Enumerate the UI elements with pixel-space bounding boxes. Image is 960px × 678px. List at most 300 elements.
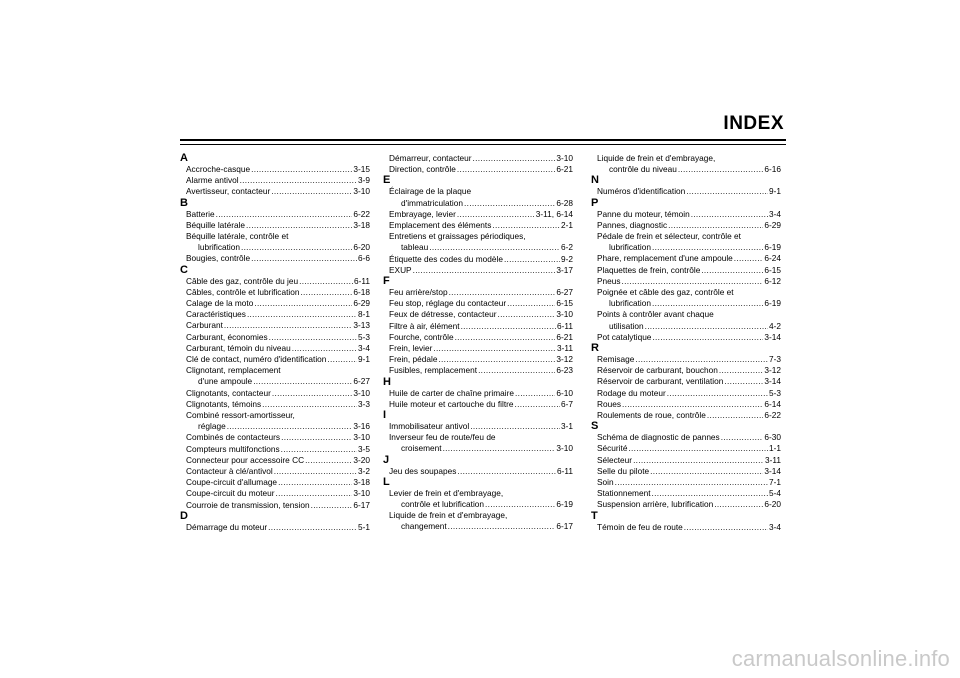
dot-leader (515, 388, 555, 399)
dot-leader (251, 164, 352, 175)
entry-text: Points à contrôler avant chaque (597, 309, 714, 320)
entry-text: Avertisseur, contacteur (186, 186, 271, 197)
index-entry (180, 500, 370, 511)
entry-text: Feu arrière/stop (389, 287, 448, 298)
entry-text: d'une ampoule (198, 376, 253, 387)
page-number: 6-19 (764, 298, 781, 309)
entry-text: Frein, levier (389, 343, 433, 354)
entry-text: Bougies, contrôle (186, 253, 251, 264)
page-number: 3-11, 6-14 (535, 208, 573, 219)
dot-leader (464, 198, 555, 209)
section-letter: S (591, 420, 599, 433)
section-letter: C (180, 263, 188, 276)
page-number: 6-11 (557, 465, 573, 476)
index-entry (383, 287, 573, 298)
entry-text: d'immatriculation (401, 197, 463, 208)
entry-text: lubrification (609, 242, 651, 253)
entry-text: Rodage du moteur (597, 387, 666, 398)
page-number: 6-24 (764, 253, 781, 264)
entry-text: Panne du moteur, témoin (597, 208, 690, 219)
entry-text: Feux de détresse, contacteur (389, 309, 497, 320)
page-number: 6-2 (561, 242, 573, 253)
entry-text: contrôle du niveau (609, 164, 677, 175)
page-number: 6-29 (764, 219, 781, 230)
entry-text: Batterie (186, 208, 215, 219)
page-number: 3-10 (353, 432, 370, 443)
page-number: 6-10 (556, 387, 573, 398)
page-number: 8-1 (358, 309, 370, 320)
dot-leader (615, 477, 768, 488)
entry-text: Compteurs multifonctions (186, 443, 280, 454)
index-entry (180, 164, 370, 175)
page-number: 5-1 (358, 521, 370, 532)
index-entry (591, 365, 781, 376)
entry-text: Câble des gaz, contrôle du jeu (186, 275, 299, 286)
page-number: 3-9 (358, 175, 370, 186)
dot-leader (678, 164, 764, 175)
entry-text: Caractéristiques (186, 309, 246, 320)
dot-leader (652, 242, 763, 253)
index-entry (180, 220, 370, 231)
dot-leader (457, 466, 556, 477)
entry-text: Sélecteur (597, 454, 633, 465)
dot-leader (455, 332, 556, 343)
index-entry (180, 253, 370, 264)
page-number: 3-10 (353, 488, 370, 499)
dot-leader (253, 376, 352, 387)
section-letter: D (180, 509, 188, 522)
dot-leader (652, 298, 763, 309)
dot-leader (227, 421, 353, 432)
page-number: 2-1 (561, 220, 573, 231)
index-column-2 (383, 153, 573, 533)
index-entry (180, 477, 370, 488)
dot-leader (240, 175, 357, 186)
index-entry (383, 421, 573, 432)
dot-leader (292, 343, 357, 354)
entry-text: Jeu des soupapes (389, 465, 457, 476)
entry-text: Sécurité (597, 443, 628, 454)
index-entry (180, 399, 370, 410)
index-entry (180, 175, 370, 186)
index-entry (180, 365, 370, 387)
page-number: 6-21 (556, 164, 573, 175)
dot-leader (438, 354, 555, 365)
index-entry (180, 488, 370, 499)
entry-text: Pneus (597, 275, 621, 286)
dot-leader (327, 354, 357, 365)
index-entry (591, 388, 781, 399)
dot-leader (449, 287, 556, 298)
entry-text: Courroie de transmission, tension (186, 499, 310, 510)
entry-text: Liquide de frein et d'embrayage, (597, 153, 716, 163)
dot-leader (724, 376, 763, 387)
page-number: 6-12 (764, 275, 781, 286)
section-letter: P (591, 196, 599, 209)
entry-text: Liquide de frein et d'embrayage, (389, 510, 508, 521)
entry-text: Combiné ressort-amortisseur, (186, 410, 295, 421)
dot-leader (667, 388, 768, 399)
index-entry (180, 320, 370, 331)
index-entry (383, 399, 573, 410)
index-entry (180, 432, 370, 443)
index-entry (591, 332, 781, 343)
entry-text: Suspension arrière, lubrification (597, 499, 714, 510)
dot-leader (457, 209, 535, 220)
index-entry (180, 455, 370, 466)
index-entry (383, 231, 573, 253)
entry-text: Clignotants, témoins (186, 398, 262, 409)
section-letter: H (383, 375, 391, 388)
entry-text: Filtre à air, élément (389, 320, 460, 331)
page-number: 6-19 (556, 499, 573, 510)
entry-text: Numéros d'identification (597, 186, 686, 197)
index-entry (591, 399, 781, 410)
page-number: 3-16 (353, 421, 370, 432)
dot-leader (247, 309, 357, 320)
index-entry (383, 488, 573, 510)
page-number: 3-12 (764, 365, 781, 376)
index-entry (383, 466, 573, 477)
page-number: 3-10 (353, 387, 370, 398)
entry-text: Emplacement des éléments (389, 220, 492, 231)
page-number: 3-14 (764, 465, 781, 476)
section-letter: L (383, 475, 390, 488)
page-number: 9-1 (358, 354, 370, 365)
index-entry (383, 432, 573, 454)
page-number: 3-17 (556, 264, 573, 275)
page-number: 3-14 (764, 376, 781, 387)
entry-text: Clignotants, contacteur (186, 387, 271, 398)
index-entry (383, 209, 573, 220)
index-entry (383, 365, 573, 376)
entry-text: Carburant, économies (186, 331, 268, 342)
page-number: 6-20 (353, 242, 370, 253)
index-entry (180, 466, 370, 477)
page-number: 6-23 (556, 365, 573, 376)
entry-text: Roues (597, 398, 621, 409)
index-entry (180, 332, 370, 343)
page-number: 6-21 (556, 331, 573, 342)
page-number: 6-30 (764, 432, 781, 443)
dot-leader (507, 298, 555, 309)
entry-text: Fourche, contrôle (389, 331, 454, 342)
dot-leader (478, 365, 555, 376)
index-entry (180, 276, 370, 287)
index-entry (591, 488, 781, 499)
entry-text: Connecteur pour accessoire CC (186, 454, 305, 465)
index-entry (591, 276, 781, 287)
page-number: 3-4 (769, 521, 781, 532)
index-entry (383, 321, 573, 332)
entry-text: croisement (401, 443, 442, 454)
page-number: 3-2 (358, 466, 370, 477)
entry-text: tableau (401, 242, 429, 253)
index-entry (591, 220, 781, 231)
page-number: 6-17 (556, 521, 573, 532)
page-number: 6-18 (353, 286, 370, 297)
dot-leader (299, 276, 353, 287)
page-number: 6-15 (764, 264, 781, 275)
dot-leader (473, 153, 556, 164)
entry-text: Entretiens et graissages périodiques, (389, 231, 526, 242)
entry-text: utilisation (609, 320, 644, 331)
entry-text: Huile moteur et cartouche du filtre (389, 398, 514, 409)
page-number: 3-5 (358, 443, 370, 454)
dot-leader (652, 332, 763, 343)
dot-leader (719, 365, 764, 376)
index-entry (180, 231, 370, 253)
entry-text: Carburant, témoin du niveau (186, 342, 291, 353)
dot-leader (492, 220, 560, 231)
entry-text: Alarme antivol (186, 175, 239, 186)
section-letter: E (383, 174, 391, 187)
dot-leader (443, 443, 556, 454)
page-number: 1-1 (769, 443, 781, 454)
index-entry (591, 253, 781, 264)
entry-text: Calage de la moto (186, 298, 254, 309)
entry-text: Pot catalytique (597, 331, 652, 342)
page-number: 6-14 (764, 398, 781, 409)
page-number: 3-10 (556, 153, 573, 163)
dot-leader (622, 399, 763, 410)
dot-leader (268, 522, 357, 533)
entry-text: Béquille latérale (186, 219, 246, 230)
entry-text: Direction, contrôle (389, 164, 456, 175)
dot-leader (650, 466, 763, 477)
index-entry (383, 309, 573, 320)
entry-text: Réservoir de carburant, ventilation (597, 376, 724, 387)
index-entry (383, 510, 573, 532)
page-number: 6-11 (354, 275, 370, 286)
section-letter: T (591, 509, 598, 522)
entry-text: Fusibles, remplacement (389, 365, 478, 376)
dot-leader (721, 432, 764, 443)
section-letter: R (591, 342, 599, 355)
entry-text: Étiquette des codes du modèle (389, 253, 503, 264)
dot-leader (701, 265, 763, 276)
page-number: 6-7 (561, 398, 573, 409)
page-number: 5-3 (769, 387, 781, 398)
index-entry (591, 455, 781, 466)
page-number: 6-22 (353, 208, 370, 219)
page-number: 3-15 (353, 164, 370, 174)
entry-text: EXUP (389, 264, 412, 275)
page-number: 3-11 (557, 343, 573, 354)
dot-leader (668, 220, 763, 231)
page-number: 9-1 (769, 186, 781, 197)
page-number: 3-3 (358, 398, 370, 409)
dot-leader (707, 410, 764, 421)
index-entry (180, 209, 370, 220)
entry-text: Schéma de diagnostic de pannes (597, 432, 720, 443)
entry-text: Réservoir de carburant, bouchon (597, 365, 718, 376)
index-entry (383, 354, 573, 365)
entry-text: Combinés de contacteurs (186, 432, 281, 443)
index-entry (383, 164, 573, 175)
index-entry (591, 153, 781, 175)
entry-text: Soin (597, 477, 614, 488)
index-entry (180, 354, 370, 365)
entry-text: lubrification (609, 298, 651, 309)
entry-text: Coupe-circuit d'allumage (186, 477, 278, 488)
entry-text: Carburant (186, 320, 223, 331)
page-number: 3-18 (353, 219, 370, 230)
page-title: INDEX (723, 113, 784, 134)
page-number: 5-3 (358, 331, 370, 342)
index-entry (591, 231, 781, 253)
index-entry (180, 522, 370, 533)
entry-text: lubrification (198, 242, 240, 253)
dot-leader (269, 332, 357, 343)
page-number: 7-3 (769, 354, 781, 365)
index-entry (383, 388, 573, 399)
dot-leader (628, 443, 768, 454)
page-number: 6-27 (556, 287, 573, 298)
index-entry (383, 254, 573, 265)
entry-text: Câbles, contrôle et lubrification (186, 286, 300, 297)
dot-leader (457, 164, 556, 175)
index-entry (591, 287, 781, 309)
index-entry (591, 477, 781, 488)
page-number: 6-19 (764, 242, 781, 253)
section-letter: A (180, 152, 188, 164)
page-number: 3-4 (769, 208, 781, 219)
index-entry (383, 186, 573, 208)
index-entry (591, 209, 781, 220)
entry-text: Coupe-circuit du moteur (186, 488, 275, 499)
page-number: 3-20 (353, 454, 370, 465)
dot-leader (271, 186, 352, 197)
index-entry (591, 309, 781, 331)
entry-text: changement (401, 521, 447, 532)
dot-leader (652, 488, 768, 499)
dot-leader (262, 399, 357, 410)
entry-text: réglage (198, 421, 226, 432)
page-number: 6-15 (556, 298, 573, 309)
page-number: 3-13 (353, 320, 370, 331)
entry-text: contrôle et lubrification (401, 499, 485, 510)
dot-leader (497, 309, 555, 320)
dot-leader (276, 488, 353, 499)
entry-text: Remisage (597, 354, 635, 365)
entry-text: Pannes, diagnostic (597, 219, 668, 230)
page-number: 6-29 (353, 298, 370, 309)
index-column-1 (180, 153, 370, 533)
dot-leader (714, 499, 763, 510)
dot-leader (281, 444, 357, 455)
dot-leader (305, 455, 352, 466)
page-number: 5-4 (769, 488, 781, 499)
section-letter: I (383, 409, 387, 422)
header-rule-thin (180, 144, 786, 145)
page-number: 4-2 (769, 320, 781, 331)
dot-leader (413, 265, 556, 276)
index-entry (180, 287, 370, 298)
dot-leader (311, 500, 353, 511)
dot-leader (470, 421, 560, 432)
dot-leader (684, 522, 768, 533)
entry-text: Phare, remplacement d'une ampoule (597, 253, 733, 264)
dot-leader (224, 320, 352, 331)
dot-leader (246, 220, 352, 231)
index-entry (180, 388, 370, 399)
page-number: 3-1 (561, 421, 573, 432)
entry-text: Poignée et câble des gaz, contrôle et (597, 287, 734, 298)
entry-text: Clé de contact, numéro d'identification (186, 354, 327, 365)
entry-text: Pédale de frein et sélecteur, contrôle et (597, 231, 741, 242)
entry-text: Accroche-casque (186, 164, 251, 174)
index-entry (383, 343, 573, 354)
dot-leader (461, 321, 556, 332)
entry-text: Démarreur, contacteur (389, 153, 472, 163)
page-number: 6-16 (764, 164, 781, 175)
index-entry (180, 444, 370, 455)
page-number: 6-17 (353, 499, 370, 510)
page-number: 6-6 (358, 253, 370, 264)
index-entry (180, 186, 370, 197)
index-entry (591, 443, 781, 454)
dot-leader (448, 521, 556, 532)
dot-leader (254, 298, 352, 309)
dot-leader (216, 209, 353, 220)
section-letter: B (180, 196, 188, 209)
dot-leader (645, 321, 768, 332)
dot-leader (691, 209, 768, 220)
index-entry (383, 332, 573, 343)
page-number: 3-10 (556, 443, 573, 454)
index-entry (180, 309, 370, 320)
page-number: 3-18 (353, 477, 370, 488)
index-entry (591, 410, 781, 421)
entry-text: Immobilisateur antivol (389, 421, 470, 432)
index-entry (180, 410, 370, 432)
page-number: 3-10 (556, 309, 573, 320)
dot-leader (272, 388, 353, 399)
page-number: 3-4 (358, 342, 370, 353)
entry-text: Stationnement (597, 488, 651, 499)
page-number: 3-11 (765, 454, 781, 465)
entry-text: Frein, pédale (389, 354, 438, 365)
page-number: 3-14 (764, 331, 781, 342)
dot-leader (429, 242, 560, 253)
index-entry (383, 153, 573, 164)
dot-leader (274, 466, 357, 477)
page-number: 9-2 (561, 253, 573, 264)
page-number: 6-20 (764, 499, 781, 510)
index-entry (591, 466, 781, 477)
page-number: 7-1 (769, 477, 781, 488)
section-letter: N (591, 174, 599, 187)
entry-text: Démarrage du moteur (186, 521, 268, 532)
header-rule-thick (180, 139, 786, 141)
page-number: 3-10 (353, 186, 370, 197)
dot-leader (504, 254, 560, 265)
dot-leader (485, 499, 555, 510)
entry-text: Inverseur feu de route/feu de (389, 432, 496, 443)
index-column-3 (591, 153, 781, 533)
page-number: 3-12 (556, 354, 573, 365)
section-letter: F (383, 275, 390, 288)
dot-leader (300, 287, 352, 298)
dot-leader (433, 343, 556, 354)
entry-text: Huile de carter de chaîne primaire (389, 387, 514, 398)
entry-text: Éclairage de la plaque (389, 186, 472, 197)
page-number: 6-27 (353, 376, 370, 387)
page-number: 6-28 (556, 197, 573, 208)
dot-leader (241, 242, 352, 253)
dot-leader (251, 253, 357, 264)
